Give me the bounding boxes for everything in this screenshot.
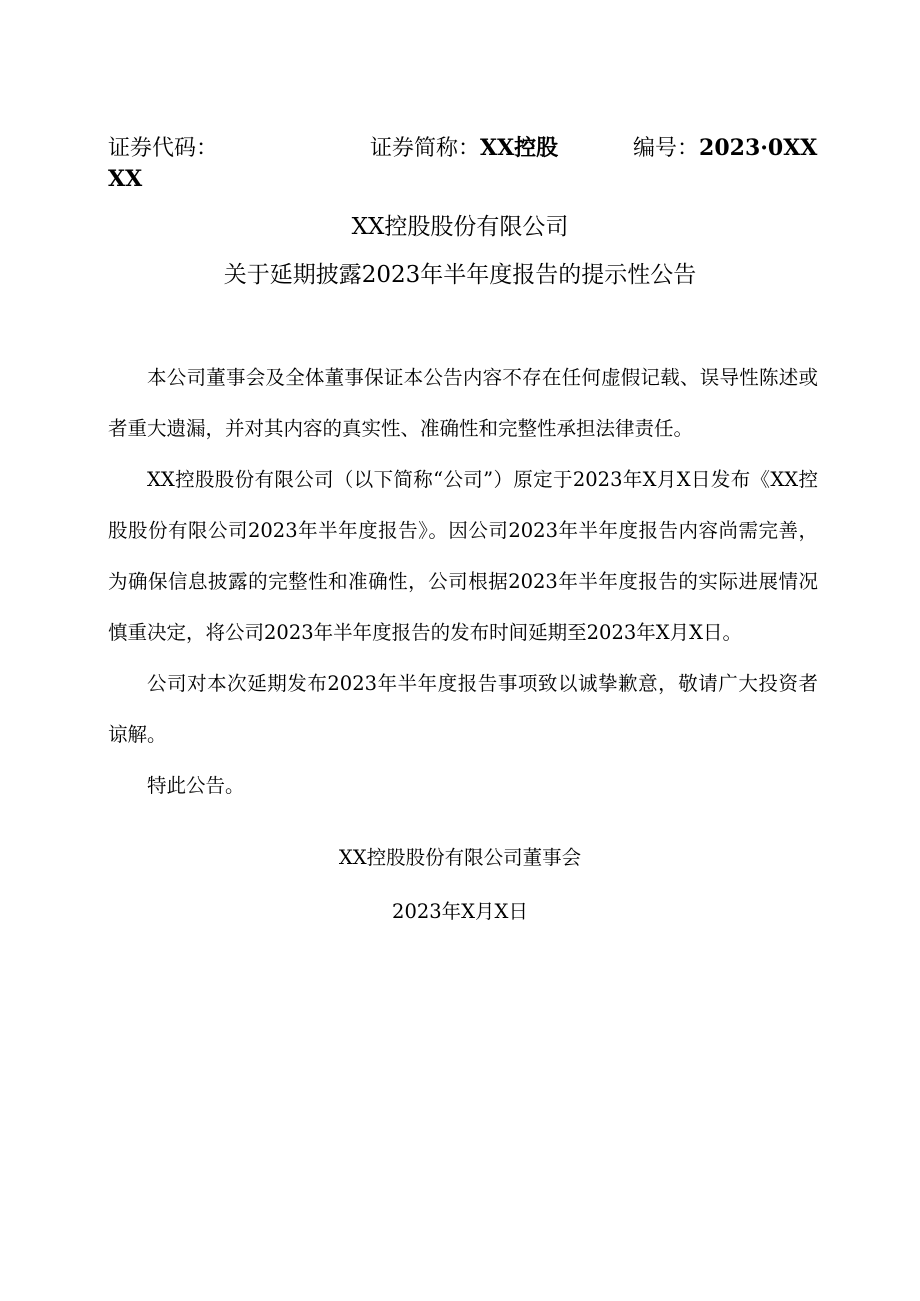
- announcement-number-value: 2023·0XX: [699, 135, 818, 161]
- announcement-number-label: 编号：: [633, 136, 700, 161]
- signature: XX控股股份有限公司董事会: [338, 846, 582, 869]
- security-abbreviation-value: XX控股: [480, 135, 559, 161]
- header-row: [108, 133, 818, 164]
- announcement-number-continuation: XX: [108, 166, 143, 192]
- announcement-title: 关于延期披露2023年半年度报告的提示性公告: [223, 262, 697, 288]
- security-abbreviation: [370, 133, 558, 164]
- announcement-number: [633, 133, 817, 164]
- document-header: [108, 133, 818, 195]
- security-code-label: 证券代码：: [108, 136, 219, 161]
- apology-paragraph: 公司对本次延期发布2023年半年度报告事项致以诚挚歉意，敬请广大投资者谅解。: [108, 672, 818, 746]
- delay-notice-paragraph: XX控股股份有限公司（以下简称“公司”）原定于2023年X月X日发布《XX控股股份有限公司2023年半年度报告》。因公司2023年半年度报告内容尚需完善，为确保信息披露的完整性和准确性，公司根据2023年半年度报告的实际进展情况慎重决定，将公司2023年半年度报告的发布时间延期至2023年X月X日。: [108, 468, 818, 644]
- disclaimer-paragraph: 本公司董事会及全体董事保证本公告内容不存在任何虚假记载、误导性陈述或者重大遗漏，并对其内容的真实性、准确性和完整性承担法律责任。: [108, 366, 818, 440]
- announcement-body: [108, 352, 818, 811]
- company-title: XX控股股份有限公司: [351, 214, 569, 240]
- closing-paragraph: 特此公告。: [147, 774, 245, 797]
- announcement-date: 2023年X月X日: [392, 900, 528, 923]
- security-abbreviation-label: 证券简称：: [370, 136, 481, 161]
